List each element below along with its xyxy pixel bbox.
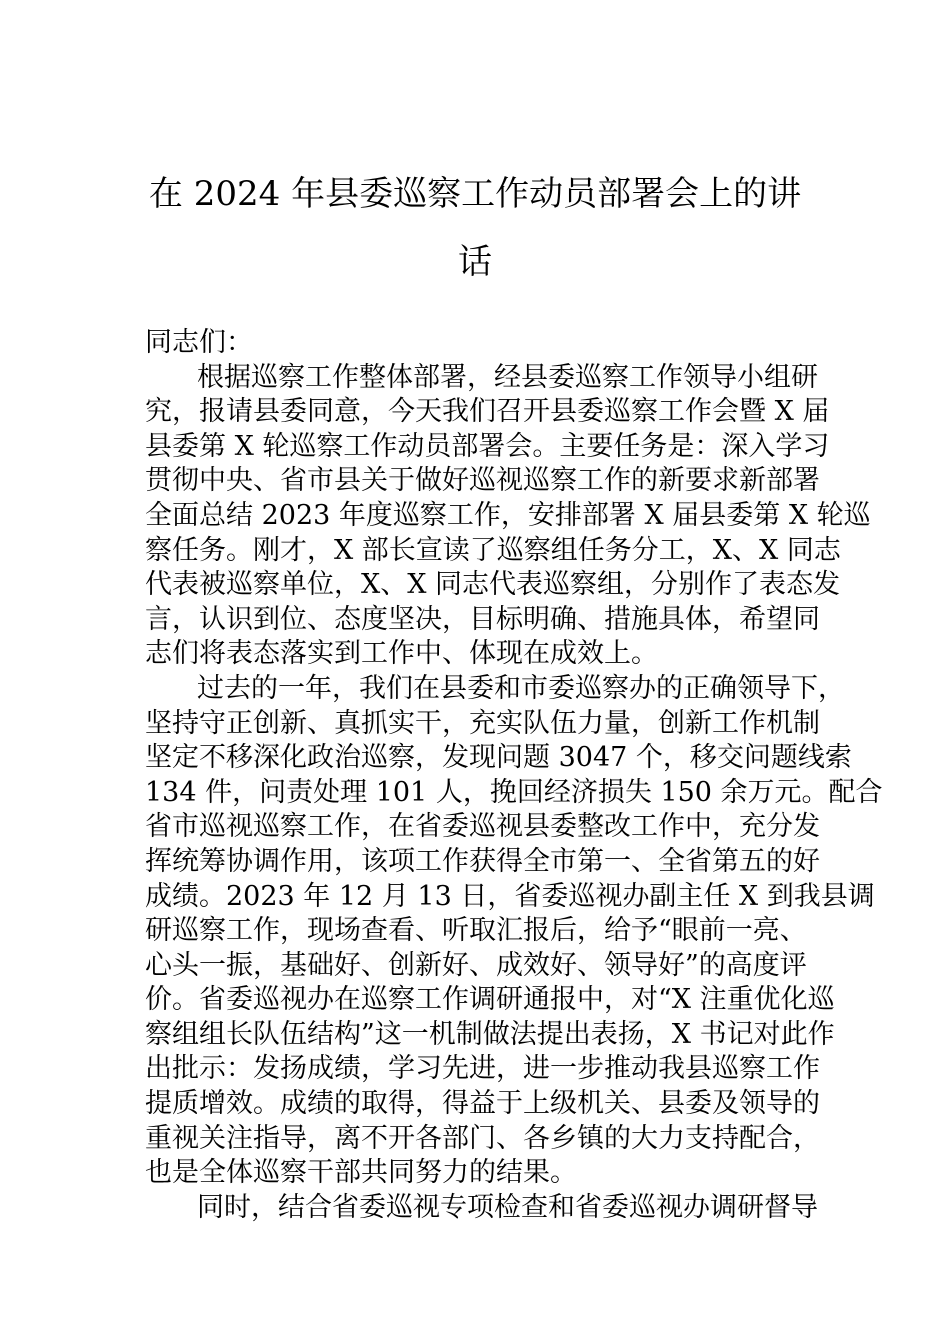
salutation: 同志们： — [145, 327, 253, 358]
document-body — [145, 326, 883, 1225]
paragraph-line: 代表被巡察单位，X、X 同志代表巡察组，分别作了表态发 — [145, 569, 841, 601]
paragraph-line: 挥统筹协调作用，该项工作获得全市第一、全省第五的好 — [145, 845, 820, 877]
paragraph-line: 134 件，问责处理 101 人，挽回经济损失 150 余万元。配合 — [145, 776, 883, 808]
paragraph-line: 贯彻中央、省市县关于做好巡视巡察工作的新要求新部署 — [145, 465, 820, 497]
paragraph-line: 研巡察工作，现场查看、听取汇报后，给予“眼前一亮、 — [145, 915, 807, 947]
paragraph-line: 根据巡察工作整体部署，经县委巡察工作领导小组研 — [197, 361, 818, 393]
paragraph-line: 重视关注指导，离不开各部门、各乡镇的大力支持配合， — [145, 1122, 820, 1154]
paragraph-line: 也是全体巡察干部共同努力的结果。 — [145, 1157, 577, 1189]
paragraph-line: 志们将表态落实到工作中、体现在成效上。 — [145, 638, 658, 670]
paragraph-line: 言，认识到位、态度坚决，目标明确、措施具体，希望同 — [145, 603, 820, 635]
paragraph-line: 坚定不移深化政治巡察，发现问题 3047 个，移交问题线索 — [145, 742, 852, 774]
paragraph-line: 价。省委巡视办在巡察工作调研通报中，对“X 注重优化巡 — [145, 984, 835, 1016]
title-line: 在 2024 年县委巡察工作动员部署会上的讲 — [148, 174, 802, 214]
paragraph-line: 坚持守正创新、真抓实干，充实队伍力量，创新工作机制 — [145, 707, 820, 739]
paragraph — [145, 1191, 818, 1226]
paragraph-line: 县委第 X 轮巡察工作动员部署会。主要任务是：深入学习 — [145, 430, 830, 462]
paragraph-line: 全面总结 2023 年度巡察工作，安排部署 X 届县委第 X 轮巡 — [145, 499, 871, 531]
paragraph-line: 同时，结合省委巡视专项检查和省委巡视办调研督导 — [197, 1191, 818, 1223]
paragraph-line: 提质增效。成绩的取得，得益于上级机关、县委及领导的 — [145, 1088, 820, 1120]
paragraph — [145, 672, 883, 1191]
paragraph-line: 心头一振，基础好、创新好、成效好、领导好”的高度评 — [145, 949, 807, 981]
document-title — [140, 160, 810, 296]
paragraph-line: 省市巡视巡察工作，在省委巡视县委整改工作中，充分发 — [145, 811, 820, 843]
paragraph-line: 究，报请县委同意，今天我们召开县委巡察工作会暨 X 届 — [145, 396, 830, 428]
paragraph-line: 察组组长队伍结构”这一机制做法提出表扬，X 书记对此作 — [145, 1018, 835, 1050]
paragraph-line: 成绩。2023 年 12 月 13 日，省委巡视办副主任 X 到我县调 — [145, 880, 875, 912]
title-line: 话 — [458, 242, 492, 282]
paragraph — [145, 361, 871, 672]
paragraph-line: 出批示：发扬成绩，学习先进，进一步推动我县巡察工作 — [145, 1053, 820, 1085]
paragraph-line: 过去的一年，我们在县委和市委巡察办的正确领导下， — [197, 672, 845, 704]
paragraph-line: 察任务。刚才，X 部长宣读了巡察组任务分工，X、X 同志 — [145, 534, 841, 566]
